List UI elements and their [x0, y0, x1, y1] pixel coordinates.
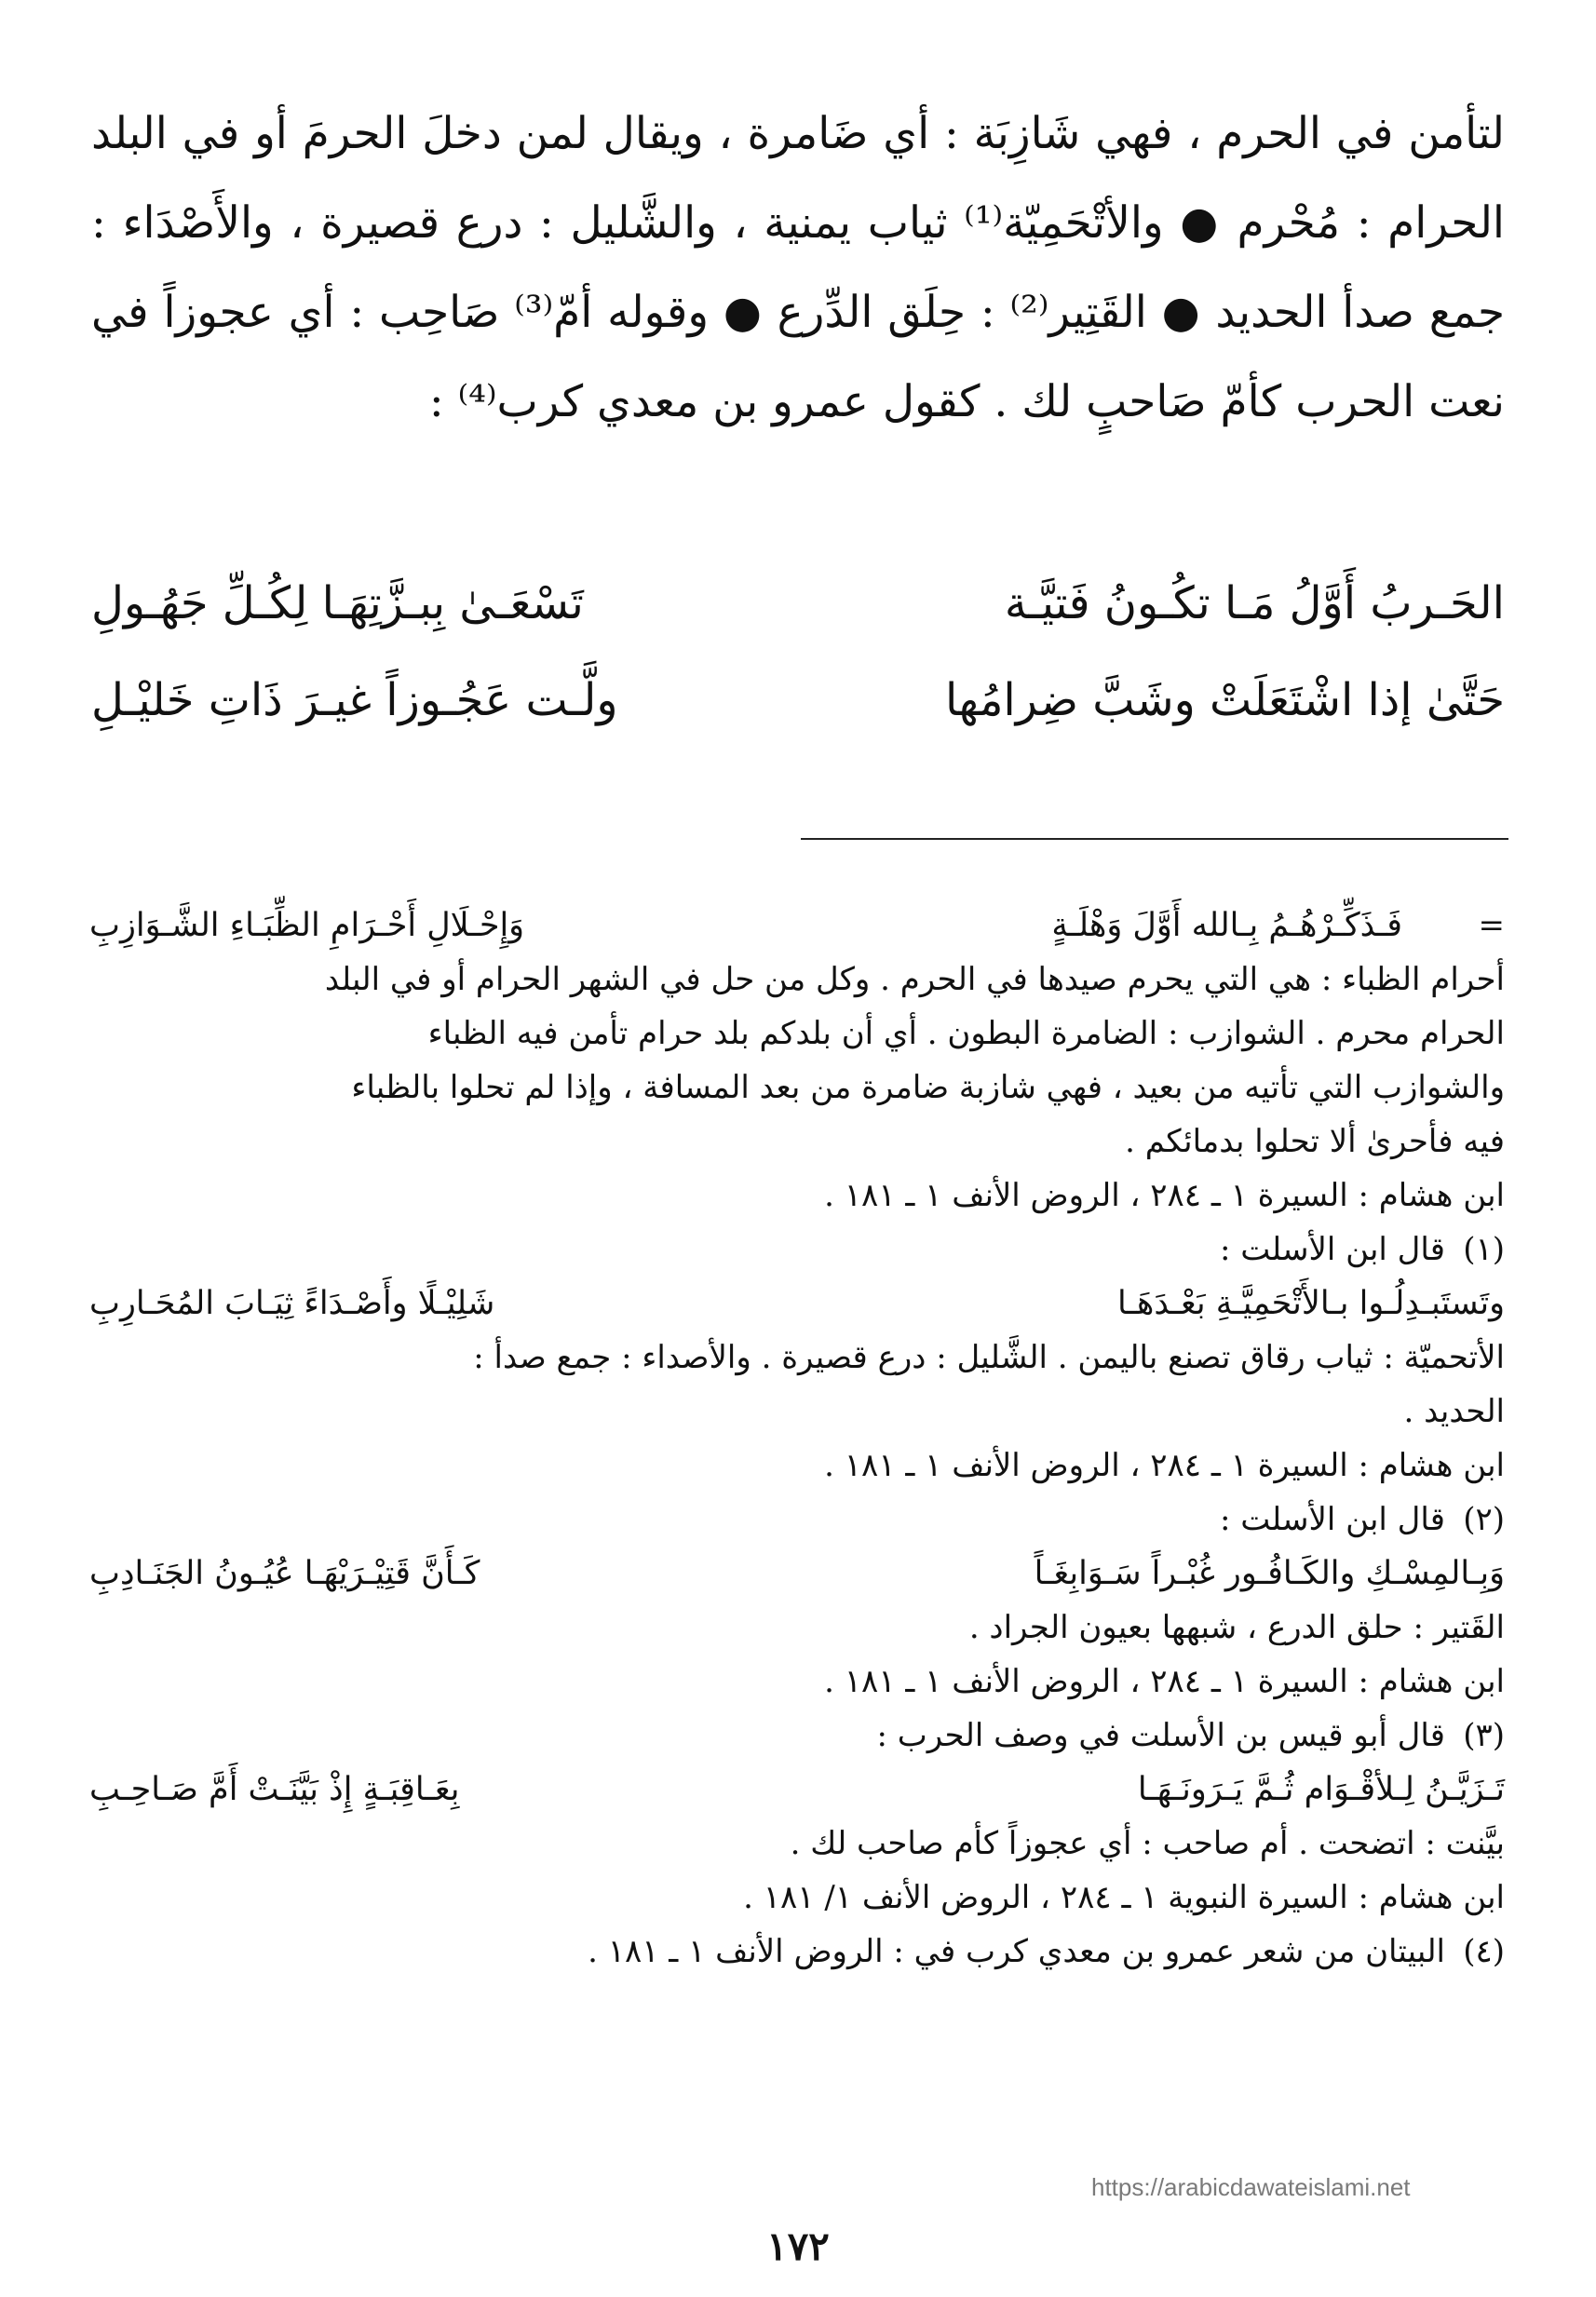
main-paragraph: لتأمن في الحرم ، فهي شَازِبَة : أي ضَامرة ، ويقال لمن دخلَ الحرمَ أو في البلد الحرام : مُحْرم ● والأتْحَمِيّة⁽¹⁾ ثياب يمنية ، والشَّليل : درع قصيرة ، والأَصْدَاء : جمع صدأ الحديد ● القَتِير⁽²⁾ : حِلَق الدِّرع ● وقوله أمّ⁽³⁾ صَاحِب : أي عجوزاً في نعت الحرب كأمّ صَاحبٍ لك . كقول عمرو بن معدي كرب⁽⁴⁾ : [91, 108, 1505, 427]
verse-1-first-hemistich: الحَـربُ أَوَّلُ مَـا تكُـونُ فَتيَّـة [1004, 577, 1505, 629]
footnote-1-line: الأتحميّة : ثياب رقاق تصنع باليمن . الشَّليل : درع قصيرة . والأصداء : جمع صدأ : [473, 1339, 1505, 1376]
footnote-1-verse-second: شَلِيْـلًا وأَصْـدَاءً ثِيَـابَ المُحَـارِبِ [89, 1285, 495, 1322]
verse-2-second-hemistich: ولَّـت عَجُـوزاً غيـرَ ذَاتِ خَليْـلِ [91, 674, 618, 726]
footnote-3 [89, 1709, 1505, 1925]
continuation-mark: = [1478, 907, 1505, 944]
footnote-3-intro: قال أبو قيس بن الأسلت في وصف الحرب : [876, 1717, 1445, 1754]
footnote-2-verse-first: وَبِـالمِسْـكِ والكَـافُـور غُبْـراً سَـوَابِغَـاً [1034, 1555, 1505, 1592]
footnotes [89, 899, 1505, 1979]
continuation-line: الحرام محرم . الشوازب : الضامرة البطون . أي أن بلدكم بلد حرام تأمن فيه الظباء [427, 1015, 1505, 1052]
continuation-verse [89, 899, 1505, 953]
footnote-4-mark: (٤) [1463, 1933, 1505, 1970]
continuation-source: ابن هشام : السيرة ١ ـ ٢٨٤ ، الروض الأنف ١ ـ ١٨١ . [824, 1177, 1505, 1214]
verse-line-2 [91, 654, 1505, 750]
verse-1-second-hemistich: تَسْعَـىٰ بِبـزَّتِهَـا لِكُـلِّ جَهُـولِ [91, 577, 584, 629]
footnote-1-line: الحديد . [1403, 1393, 1505, 1430]
footnote-4 [89, 1925, 1505, 1979]
footnote-2-verse [89, 1547, 1505, 1601]
continuation-verse-second: وَإِحْـلَالِ أَحْـرَامِ الظِّبَـاءِ الشَّـوَازِبِ [89, 907, 525, 944]
page-number: ١٧٢ [766, 2223, 830, 2269]
footnote-4-intro: البيتان من شعر عمرو بن معدي كرب في : الروض الأنف ١ ـ ١٨١ . [588, 1933, 1445, 1970]
footnote-1-mark: (١) [1463, 1231, 1505, 1268]
footnote-3-source: ابن هشام : السيرة النبوية ١ ـ ٢٨٤ ، الروض الأنف ١/ ١٨١ . [743, 1879, 1505, 1916]
main-text-block [91, 89, 1505, 447]
footnote-3-verse-second: بِعَـاقِبَـةٍ إِذْ بَيَّنَـتْ أَمَّ صَـاحِـبِ [89, 1771, 460, 1808]
footnote-2-intro: قال ابن الأسلت : [1220, 1501, 1445, 1538]
footnote-1-intro: قال ابن الأسلت : [1220, 1231, 1445, 1268]
footnote-2-verse-second: كَـأَنَّ قَتِيْـرَيْهَـا عُيُـونُ الجَنَـادِبِ [89, 1555, 480, 1592]
continuation-line: أحرام الظباء : هي التي يحرم صيدها في الحرم . وكل من حل في الشهر الحرام أو في البلد [324, 961, 1505, 998]
footnote-2 [89, 1493, 1505, 1709]
footnote-divider [801, 838, 1508, 840]
footnote-2-line: القَتير : حلق الدرع ، شبهها بعيون الجراد . [968, 1609, 1505, 1646]
footnote-1-verse [89, 1277, 1505, 1331]
continuation-line: والشوازب التي تأتيه من بعيد ، فهي شازبة ضامرة من بعد المسافة ، وإذا لم تحلوا بالظباء [351, 1069, 1505, 1106]
footnote-3-verse-first: تَـزَيَّـنُ لِـلأقْـوَام ثُـمَّ يَـرَونَـهَـا [1137, 1771, 1505, 1808]
footnote-continuation [89, 899, 1505, 1223]
continuation-line: فيه فأحرىٰ ألا تحلوا بدمائكم . [1125, 1123, 1505, 1160]
footnote-1-source: ابن هشام : السيرة ١ ـ ٢٨٤ ، الروض الأنف ١ ـ ١٨١ . [824, 1447, 1505, 1484]
footnote-1-verse-first: وتَستَبـدِلُـوا بـالأَتْحَمِيَّـةِ بَعْـدَهَـا [1117, 1285, 1505, 1322]
footnote-1 [89, 1223, 1505, 1493]
verse-2-first-hemistich: حَتَّىٰ إذا اشْتَعَلَتْ وشَبَّ ضِرامُها [944, 674, 1505, 726]
footnote-2-mark: (٢) [1463, 1501, 1505, 1538]
continuation-verse-first: فَـذَكِّـرْهُـمُ بِـالله أَوَّلَ وَهْلَـةٍ [1051, 907, 1402, 944]
main-verses [91, 557, 1505, 750]
footnote-3-line: بيَّنت : اتضحت . أم صاحب : أي عجوزاً كأم صاحب لك . [790, 1825, 1505, 1862]
watermark-url: https://arabicdawateislami.net [1091, 2173, 1411, 2201]
verse-line-1 [91, 557, 1505, 654]
footnote-2-source: ابن هشام : السيرة ١ ـ ٢٨٤ ، الروض الأنف ١ ـ ١٨١ . [824, 1663, 1505, 1700]
footnote-3-verse [89, 1763, 1505, 1817]
footnote-3-mark: (٣) [1463, 1717, 1505, 1754]
